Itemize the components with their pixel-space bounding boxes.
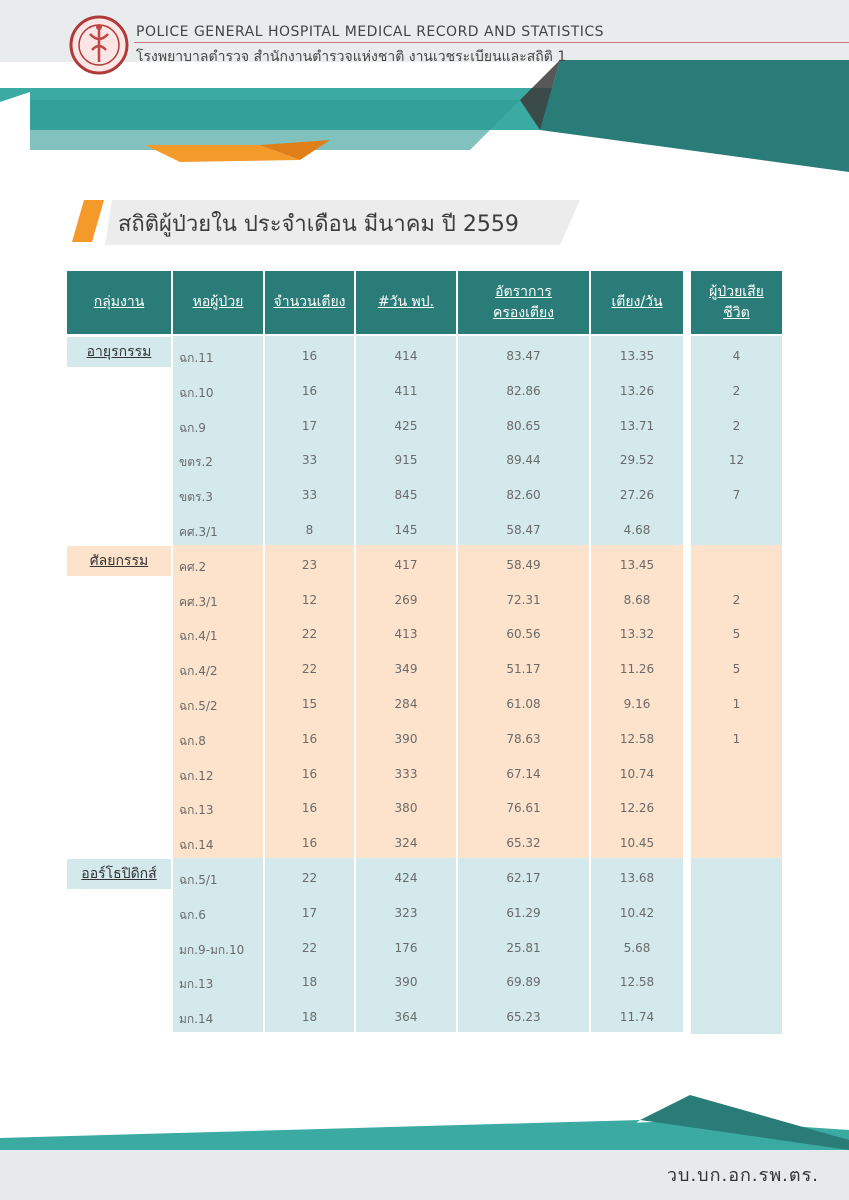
table-cell-deaths: 1 — [732, 731, 741, 746]
table-cell-per-day: 12.26 — [619, 801, 655, 816]
footer-department-code: วบ.บก.อก.รพ.ตร. — [666, 1165, 819, 1186]
table-cell-beds: 12 — [301, 592, 318, 607]
table-cell-per-day: 13.45 — [619, 557, 655, 572]
column-header: เตียง/วัน — [591, 271, 683, 334]
table-cell-per-day: 12.58 — [619, 975, 655, 990]
table-cell-beds: 16 — [301, 801, 318, 816]
table-cell-ward: คศ.2 — [179, 559, 207, 574]
table-cell-ward: ฉก.13 — [179, 803, 214, 818]
table-cell-rate: 78.63 — [506, 731, 541, 746]
table-cell-ward: ฉก.14 — [179, 838, 214, 853]
column-header: อัตราการ ครองเตียง — [458, 271, 589, 334]
table-cell-rate: 69.89 — [506, 975, 541, 990]
table-cell-ward: ฉก.10 — [179, 385, 214, 400]
table-cell-days: 424 — [394, 871, 418, 885]
table-cell-days: 269 — [394, 592, 418, 607]
table-cell-rate: 61.29 — [506, 905, 541, 920]
table-cell-beds: 22 — [301, 662, 318, 677]
table-cell-ward: มก.13 — [179, 977, 214, 992]
table-cell-per-day: 10.42 — [619, 905, 655, 920]
column-header: ผู้ป่วยเสีย ชีวิต — [691, 271, 782, 334]
table-cell-ward: ฉก.12 — [179, 768, 214, 783]
column-separator — [456, 336, 458, 551]
table-cell-beds: 22 — [301, 627, 318, 642]
table-cell-days: 380 — [394, 801, 418, 816]
table-cell-days: 417 — [394, 557, 418, 572]
table-cell-rate: 89.44 — [506, 453, 541, 468]
table-cell-days: 323 — [394, 905, 418, 920]
column-separator — [589, 336, 591, 551]
table-cell-beds: 16 — [301, 766, 318, 781]
table-cell-per-day: 8.68 — [623, 592, 651, 607]
table-cell-per-day: 10.45 — [619, 836, 655, 851]
table-cell-ward: ฉก.9 — [179, 420, 206, 435]
table-cell-beds: 18 — [301, 1010, 318, 1025]
table-cell-days: 324 — [394, 836, 418, 851]
table-cell-ward: ฉก.4/2 — [179, 664, 218, 679]
table-cell-rate: 82.60 — [506, 488, 541, 503]
table-cell-deaths: 5 — [732, 662, 741, 677]
column-separator — [354, 336, 356, 551]
group-label: ศัลยกรรม — [67, 546, 171, 576]
table-cell-days: 411 — [394, 383, 418, 398]
table-cell-beds: 23 — [301, 557, 318, 572]
group-block-bg — [173, 336, 683, 551]
table-cell-rate: 72.31 — [506, 592, 541, 607]
column-header: กลุ่มงาน — [67, 271, 171, 334]
table-cell-ward: ฉก.5/2 — [179, 699, 218, 713]
table-cell-beds: 17 — [301, 905, 318, 920]
table-cell-days: 390 — [394, 731, 418, 746]
table-cell-per-day: 13.71 — [619, 418, 655, 433]
table-cell-per-day: 13.32 — [619, 627, 655, 642]
table-cell-days: 845 — [394, 488, 418, 503]
table-cell-deaths: 5 — [732, 627, 741, 642]
table-cell-days: 915 — [394, 453, 418, 468]
table-cell-beds: 16 — [301, 836, 318, 851]
table-cell-ward: มก.14 — [179, 1012, 214, 1027]
table-cell-per-day: 9.16 — [623, 697, 651, 711]
table-cell-deaths: 12 — [728, 453, 745, 468]
table-cell-deaths: 2 — [732, 592, 741, 607]
table-cell-per-day: 4.68 — [623, 523, 651, 537]
table-cell-ward: คศ.3/1 — [179, 525, 218, 539]
table-cell-rate: 51.17 — [506, 662, 541, 677]
table-cell-rate: 61.08 — [506, 697, 541, 711]
header-title-th: โรงพยาบาลตำรวจ สำนักงานตำรวจแห่งชาติ งานเวชระเบียนและสถิติ 1 — [136, 49, 567, 65]
table-cell-rate: 60.56 — [506, 627, 541, 642]
table-cell-rate: 82.86 — [506, 383, 541, 398]
table-cell-per-day: 5.68 — [623, 940, 651, 955]
table-cell-days: 414 — [394, 349, 418, 363]
table-cell-per-day: 13.35 — [619, 349, 655, 363]
table-cell-rate: 67.14 — [506, 766, 541, 781]
table-cell-ward: ฉก.11 — [179, 351, 214, 365]
table-cell-per-day: 13.68 — [619, 871, 655, 885]
table-cell-ward: ฉก.6 — [179, 907, 206, 922]
table-cell-beds: 15 — [301, 697, 318, 711]
table-cell-per-day: 13.26 — [619, 383, 655, 398]
table-cell-beds: 16 — [301, 349, 318, 363]
header-title-en: POLICE GENERAL HOSPITAL MEDICAL RECORD AND STATISTICS — [136, 24, 605, 40]
table-cell-deaths: 4 — [732, 349, 741, 363]
table-cell-ward: ฉก.4/1 — [179, 629, 218, 644]
table-cell-ward: ฉก.8 — [179, 733, 206, 748]
page-title: สถิติผู้ป่วยใน ประจำเดือน มีนาคม ปี 2559 — [118, 212, 519, 237]
table-cell-beds: 33 — [301, 453, 318, 468]
table-cell-days: 349 — [394, 662, 418, 677]
table-cell-rate: 58.47 — [506, 523, 541, 537]
table-cell-per-day: 11.26 — [619, 662, 655, 677]
column-header: #วัน พป. — [356, 271, 456, 334]
header-divider — [134, 42, 849, 43]
group-label: ออร์โธปิดิกส์ — [67, 859, 171, 889]
table-cell-beds: 16 — [301, 383, 318, 398]
column-separator — [263, 336, 265, 551]
table-cell-ward: คศ.3/1 — [179, 594, 218, 609]
table-cell-rate: 65.32 — [506, 836, 541, 851]
table-cell-per-day: 10.74 — [619, 766, 655, 781]
table-cell-deaths: 1 — [732, 697, 741, 711]
table-cell-deaths: 7 — [732, 488, 741, 503]
table-cell-days: 413 — [394, 627, 418, 642]
column-header: หอผู้ป่วย — [173, 271, 263, 334]
table-cell-ward: ฉก.5/1 — [179, 873, 218, 887]
table-cell-days: 284 — [394, 697, 418, 711]
column-header: จำนวนเตียง — [265, 271, 354, 334]
table-cell-days: 176 — [394, 940, 418, 955]
table-cell-beds: 22 — [301, 940, 318, 955]
table-cell-days: 364 — [394, 1010, 418, 1025]
table-cell-beds: 33 — [301, 488, 318, 503]
table-cell-rate: 62.17 — [506, 871, 541, 885]
table-cell-days: 390 — [394, 975, 418, 990]
table-cell-beds: 22 — [301, 871, 318, 885]
table-cell-deaths: 2 — [732, 418, 741, 433]
table-cell-rate: 80.65 — [506, 418, 541, 433]
deaths-block-bg — [691, 336, 782, 551]
table-cell-beds: 17 — [301, 418, 318, 433]
table-cell-deaths: 2 — [732, 383, 741, 398]
table-cell-days: 333 — [394, 766, 418, 781]
group-label: อายุรกรรม — [67, 337, 171, 367]
table-cell-per-day: 11.74 — [619, 1010, 655, 1025]
table-cell-ward: ขตร.3 — [179, 490, 213, 505]
table-cell-beds: 16 — [301, 731, 318, 746]
table-cell-ward: มก.9-มก.10 — [179, 942, 245, 957]
table-cell-beds: 18 — [301, 975, 318, 990]
table-cell-per-day: 29.52 — [619, 453, 655, 468]
table-cell-rate: 58.49 — [506, 557, 541, 572]
table-cell-per-day: 27.26 — [619, 488, 655, 503]
table-cell-days: 145 — [394, 523, 418, 537]
hospital-logo — [64, 14, 134, 76]
table-cell-rate: 65.23 — [506, 1010, 541, 1025]
table-cell-per-day: 12.58 — [619, 731, 655, 746]
table-cell-ward: ขตร.2 — [179, 455, 213, 470]
table-cell-rate: 76.61 — [506, 801, 541, 816]
table-cell-days: 425 — [394, 418, 418, 433]
table-cell-beds: 8 — [305, 523, 314, 537]
deaths-block-bg — [691, 858, 782, 1034]
table-cell-rate: 25.81 — [506, 940, 541, 955]
table-cell-rate: 83.47 — [506, 349, 541, 363]
